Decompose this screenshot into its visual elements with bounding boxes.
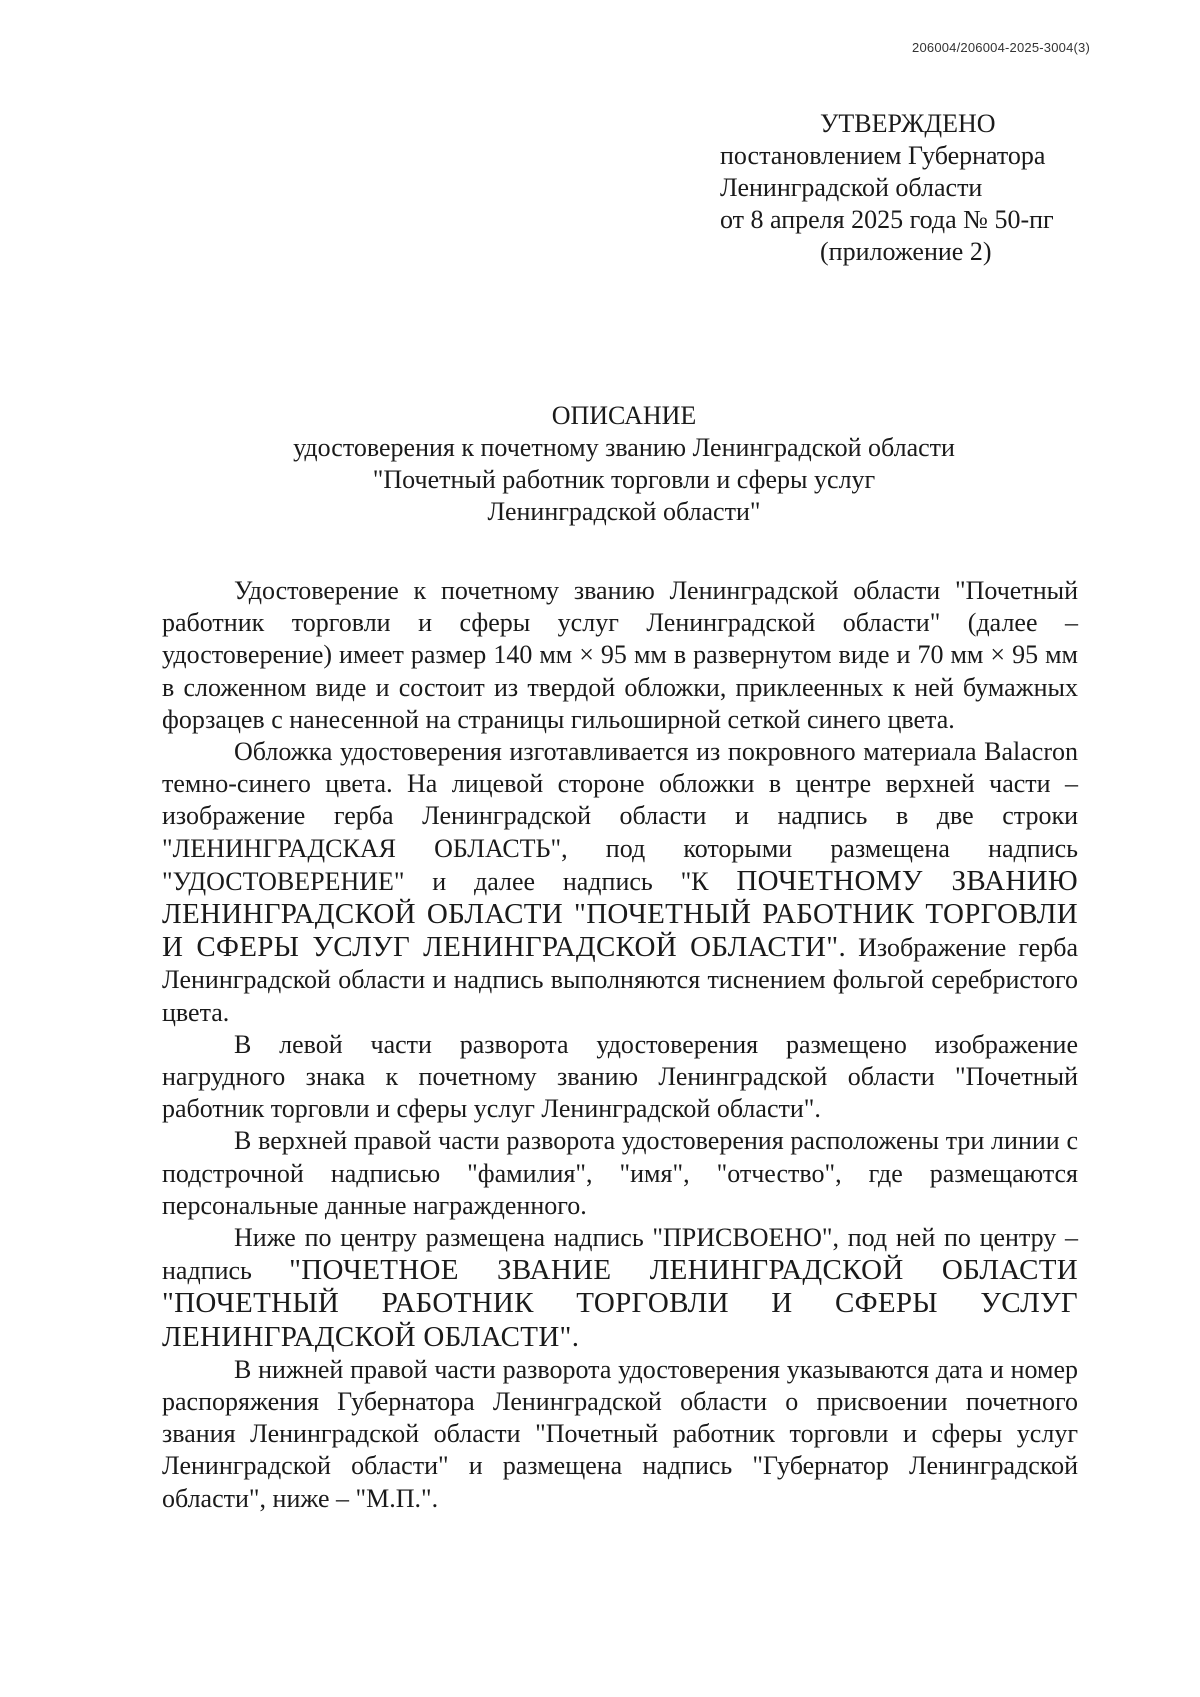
- approval-stamp-block: [720, 108, 1100, 268]
- approval-title: УТВЕРЖДЕНО: [820, 109, 996, 138]
- document-body: [162, 575, 1078, 1515]
- document-heading: [0, 400, 1200, 528]
- paragraph-5-text-a: Ниже по центру размещена надпись "ПРИСВОЕНО", под ней по центру – надпись: [162, 1223, 1078, 1286]
- approval-annex: (приложение 2): [820, 237, 992, 266]
- paragraph-1: Удостоверение к почетному званию Ленинградской области "Почетный работник торговли и сферы услуг Ленинградской области" (далее – удостоверение) имеет размер 140 мм × 95 мм в развернутом виде и 70 мм × 95 мм в сложенном виде и состоит из твердой обложки, приклеенных к ней бумажных форзацев с нанесенной на страницы гильоширной сеткой синего цвета.: [162, 576, 1078, 734]
- heading-line-1: удостоверения к почетному званию Ленинградской области: [293, 433, 955, 462]
- approval-line-3: от 8 апреля 2025 года № 50-пг: [720, 205, 1054, 234]
- approval-line-1: постановлением Губернатора: [720, 141, 1046, 170]
- paragraph-2-caps: ПОЧЕТНОМУ ЗВАНИЮ ЛЕНИНГРАДСКОЙ ОБЛАСТИ "ПОЧЕТНЫЙ РАБОТНИК ТОРГОВЛИ И СФЕРЫ УСЛУГ ЛЕНИНГРАДСКОЙ ОБЛАСТИ".: [162, 864, 1079, 964]
- paragraph-5-caps: "ПОЧЕТНОЕ ЗВАНИЕ ЛЕНИНГРАДСКОЙ ОБЛАСТИ "ПОЧЕТНЫЙ РАБОТНИК ТОРГОВЛИ И СФЕРЫ УСЛУГ ЛЕНИНГРАДСКОЙ ОБЛАСТИ".: [162, 1254, 1078, 1353]
- paragraph-2: [162, 736, 1078, 1029]
- heading-line-3: Ленинградской области": [487, 497, 761, 526]
- paragraph-2-text-a: Обложка удостоверения изготавливается из покровного материала Balacron темно-синего цвета. На лицевой стороне обложки в центре верхней части – изображение герба Ленинградской области и надпись в две строки "ЛЕНИНГРАДСКАЯ ОБЛАСТЬ", под которыми размещена надпись "УДОСТОВЕРЕНИЕ" и далее надпись "К: [162, 737, 1078, 896]
- paragraph-3: В левой части разворота удостоверения размещено изображение нагрудного знака к почетному званию Ленинградской области "Почетный работник торговли и сферы услуг Ленинградской области".: [162, 1029, 1078, 1124]
- paragraph-5: [162, 1222, 1078, 1354]
- paragraph-6: В нижней правой части разворота удостоверения указываются дата и номер распоряжения Губернатора Ленинградской области о присвоении почетного звания Ленинградской области "Почетный работник торговли и сферы услуг Ленинградской области" и размещена надпись "Губернатор Ленинградской области", ниже – "М.П.".: [162, 1354, 1078, 1513]
- paragraph-4: В верхней правой части разворота удостоверения расположены три линии с подстрочной надписью "фамилия", "имя", "отчество", где размещаются персональные данные награжденного.: [162, 1126, 1078, 1220]
- heading-title: ОПИСАНИЕ: [551, 401, 697, 430]
- approval-line-2: Ленинградской области: [720, 173, 983, 202]
- heading-line-2: "Почетный работник торговли и сферы услуг: [372, 465, 876, 494]
- document-id: 206004/206004-2025-3004(3): [912, 40, 1090, 55]
- paragraph-2-text-b: Изображение герба Ленинградской области и надпись выполняются тиснением фольгой серебристого цвета.: [162, 933, 1078, 1027]
